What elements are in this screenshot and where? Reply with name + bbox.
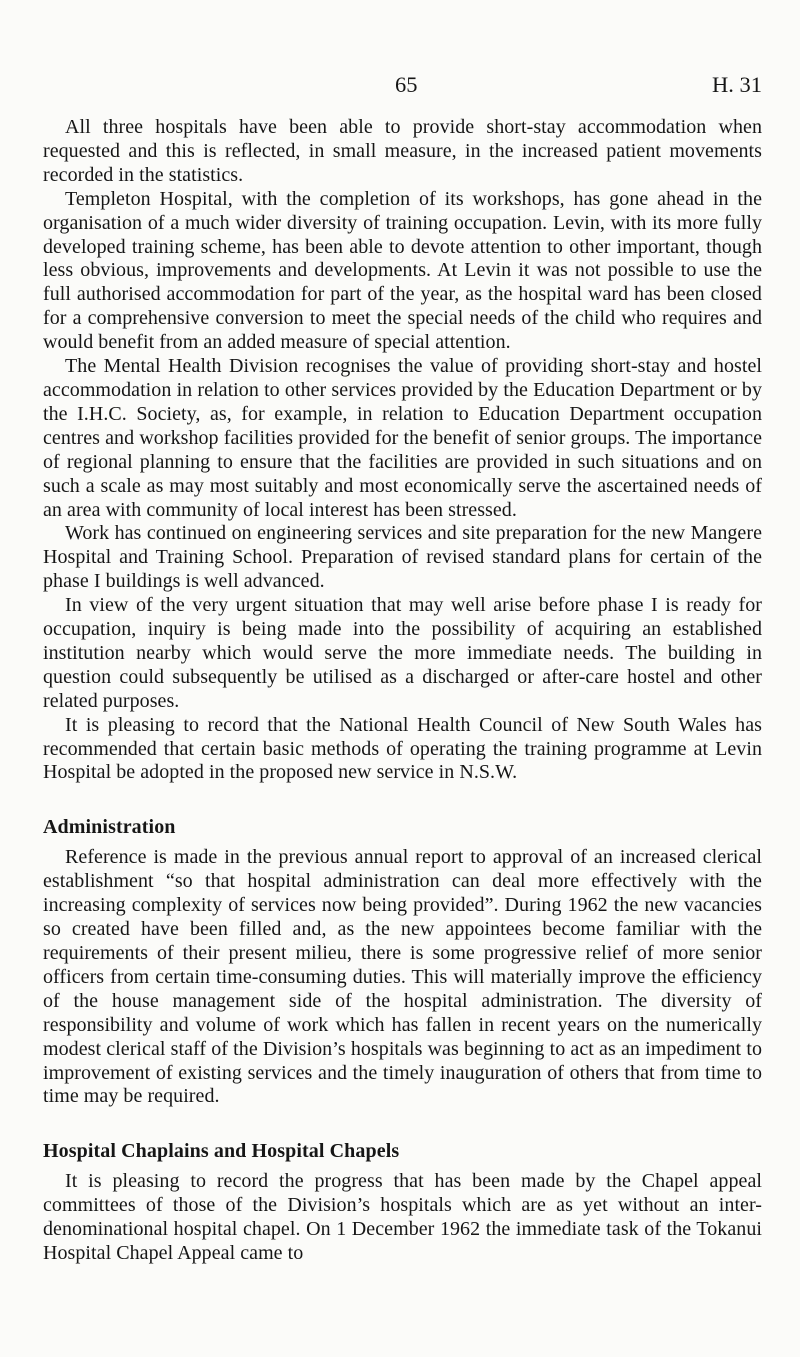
section-heading-hospital-chaplains: Hospital Chaplains and Hospital Chapels [43, 1140, 400, 1163]
paragraph: Reference is made in the previous annual report to approval of an increased clerical establishment “so that hospital administration can deal more effectively with the increasing complexity of services now being provided”. During 1962 the new vacancies so created have been filled and, as the new appointees become familiar with the requirements of their present milieu, there is some progressive relief of more senior officers from certain time-consuming duties. This will materially improve the efficiency of the house management side of the hospital administration. The diversity of responsibility and volume of work which has fallen in recent years on the numerically modest clerical staff of the Division’s hospitals was beginning to act as an impediment to improvement of existing services and the timely inauguration of others that from time to time may be required. [43, 846, 762, 1108]
document-reference: H. 31 [712, 72, 762, 97]
paragraph: In view of the very urgent situation that may well arise before phase I is ready for occupation, inquiry is being made into the possibility of acquiring an established institution nearby which would serve the more immediate needs. The building in question could subsequently be utilised as a discharged or after-care hostel and other related purposes. [43, 594, 762, 712]
section-heading-administration: Administration [43, 816, 176, 839]
document-body [43, 116, 762, 1266]
page-number: 65 [395, 72, 418, 97]
paragraph: Templeton Hospital, with the completion of its workshops, has gone ahead in the organisation of a much wider diversity of training occupation. Levin, with its more fully developed training scheme, has been able to devote attention to other important, though less obvious, improvements and developments. At Levin it was not possible to use the full authorised accommodation for part of the year, as the hospital ward has been closed for a comprehensive conversion to meet the special needs of the child who requires and would benefit from an added measure of special attention. [43, 187, 762, 354]
document-page [43, 0, 762, 1357]
paragraph: All three hospitals have been able to provide short-stay accommodation when requested and this is reflected, in small measure, in the increased patient movements recorded in the statistics. [43, 116, 762, 186]
paragraph: It is pleasing to record that the National Health Council of New South Wales has recommended that certain basic methods of operating the training programme at Levin Hospital be adopted in the proposed new service in N.S.W. [43, 713, 762, 784]
paragraph: Work has continued on engineering services and site preparation for the new Mangere Hospital and Training School. Preparation of revised standard plans for certain of the phase I buildings is well advanced. [43, 522, 762, 593]
paragraph: The Mental Health Division recognises the value of providing short-stay and hostel accommodation in relation to other services provided by the Education Department or by the I.H.C. Society, as, for example, in relation to Education Department occupation centres and workshop facilities provided for the benefit of senior groups. The importance of regional planning to ensure that the facilities are provided in such situations and on such a scale as may most suitably and most economically serve the ascertained needs of an area with community of local interest has been stressed. [43, 355, 762, 521]
running-header [43, 72, 762, 102]
paragraph: It is pleasing to record the progress that has been made by the Chapel appeal committees of those of the Division’s hospitals which are as yet without an inter-denominational hospital chapel. On 1 December 1962 the immediate task of the Tokanui Hospital Chapel Appeal came to [43, 1170, 762, 1265]
